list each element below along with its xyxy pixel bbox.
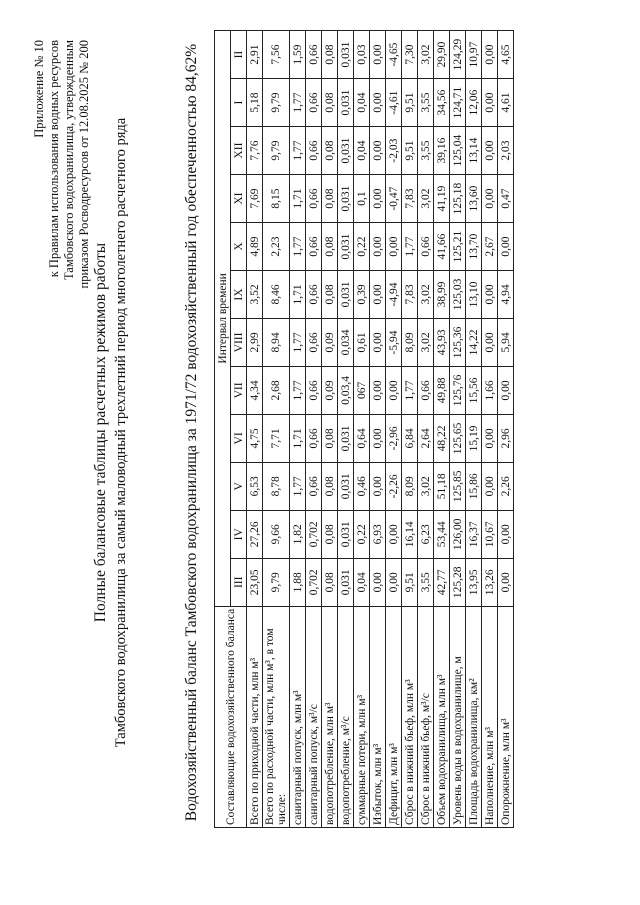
table-cell: 14,22 <box>466 318 482 366</box>
interval-header: Интервал времени <box>215 31 231 607</box>
table-cell: 0,66 <box>306 318 322 366</box>
table-cell: 9,51 <box>402 79 418 127</box>
table-cell: 8,15 <box>263 175 290 223</box>
table-cell: 0,66 <box>306 271 322 319</box>
document-subtitle: Тамбовского водохранилища за самый маловодный трехлетний период многолетнего расчетного ряда <box>113 117 129 748</box>
table-cell: 0,09 <box>322 366 338 414</box>
table-cell: 1,77 <box>290 366 306 414</box>
table-cell: 1,77 <box>402 366 418 414</box>
table-cell: 0,031 <box>338 271 354 319</box>
table-cell: 0,66 <box>306 79 322 127</box>
table-cell: 7,83 <box>402 175 418 223</box>
month-header: VI <box>231 414 247 462</box>
table-cell: -4,65 <box>386 31 402 79</box>
table-cell: 0,00 <box>370 175 386 223</box>
table-cell: 4,89 <box>247 223 263 271</box>
table-cell: 10,67 <box>482 510 498 558</box>
appendix-line-1: Приложение № 10 <box>32 40 46 138</box>
table-cell: 0,00 <box>482 318 498 366</box>
table-cell: 0,08 <box>322 127 338 175</box>
table-cell: 8,94 <box>263 318 290 366</box>
table-cell: 0,08 <box>322 271 338 319</box>
table-row <box>338 31 354 828</box>
table-cell: 5,94 <box>498 318 514 366</box>
table-cell: 0,00 <box>482 175 498 223</box>
table-cell: 27,26 <box>247 510 263 558</box>
table-cell: 0,00 <box>386 558 402 606</box>
table-cell: -2,96 <box>386 414 402 462</box>
appendix-line-2: к Правилам использования водных ресурсов <box>47 40 61 278</box>
table-cell: 0,1 <box>354 175 370 223</box>
table-cell: 0,47 <box>498 175 514 223</box>
table-cell: 0,04 <box>354 79 370 127</box>
table-cell: 3,52 <box>247 271 263 319</box>
table-cell: 0,66 <box>306 223 322 271</box>
table-cell: 0,00 <box>498 223 514 271</box>
table-cell: 0,04 <box>354 558 370 606</box>
table-cell: 0,031 <box>338 223 354 271</box>
table-row <box>263 31 290 828</box>
table-cell: 13,60 <box>466 175 482 223</box>
table-cell: 0,08 <box>322 462 338 510</box>
table-cell: -2,26 <box>386 462 402 510</box>
month-header: XII <box>231 127 247 175</box>
table-cell: 0,66 <box>418 366 434 414</box>
table-title: Водохозяйственный баланс Тамбовского водохранилища за 1971/72 водохозяйственный год обеспеченностью 84,62% <box>183 43 200 822</box>
table-cell: 38,99 <box>434 271 450 319</box>
table-cell: 0,00 <box>498 558 514 606</box>
table-cell: 0,702 <box>306 558 322 606</box>
table-cell: 0,22 <box>354 223 370 271</box>
table-cell: 8,46 <box>263 271 290 319</box>
table-cell: 13,70 <box>466 223 482 271</box>
table-cell: -4,61 <box>386 79 402 127</box>
table-cell: 0,66 <box>306 31 322 79</box>
month-header: II <box>231 31 247 79</box>
table-cell: 0,66 <box>306 366 322 414</box>
table-cell: 12,06 <box>466 79 482 127</box>
table-cell: 2,03 <box>498 127 514 175</box>
month-header: IV <box>231 510 247 558</box>
table-cell: 0,03 <box>354 31 370 79</box>
month-header: VII <box>231 366 247 414</box>
table-cell: 0,66 <box>306 462 322 510</box>
table-cell: 4,61 <box>498 79 514 127</box>
table-cell: 0,031 <box>338 175 354 223</box>
document-title: Полные балансовые таблицы расчетных режимов работы <box>92 242 109 623</box>
table-cell: 0,00 <box>370 127 386 175</box>
month-header: XI <box>231 175 247 223</box>
table-cell: 0,031 <box>338 558 354 606</box>
row-label: Дефицит, млн м³ <box>386 606 402 827</box>
table-cell: 0,00 <box>370 558 386 606</box>
table-cell: 23,05 <box>247 558 263 606</box>
table-cell: 0,08 <box>322 558 338 606</box>
table-cell: 3,02 <box>418 271 434 319</box>
table-cell: 4,94 <box>498 271 514 319</box>
table-cell: 2,99 <box>247 318 263 366</box>
table-cell: 0,00 <box>482 31 498 79</box>
table-cell: 15,19 <box>466 414 482 462</box>
table-cell: 0,09 <box>322 318 338 366</box>
table-cell: 7,76 <box>247 127 263 175</box>
table-cell: 0,031 <box>338 414 354 462</box>
table-row <box>306 31 322 828</box>
table-cell: 3,55 <box>418 79 434 127</box>
table-cell: 1,59 <box>290 31 306 79</box>
table-cell: 0,00 <box>482 462 498 510</box>
table-cell: 0,64 <box>354 414 370 462</box>
table-cell: 125,28 <box>450 558 466 606</box>
table-cell: 0,00 <box>370 79 386 127</box>
row-label: Избыток, млн м³ <box>370 606 386 827</box>
table-cell: 0,00 <box>370 31 386 79</box>
table-cell: 13,14 <box>466 127 482 175</box>
row-label: суммарные потери, млн м³ <box>354 606 370 827</box>
table-cell: 4,65 <box>498 31 514 79</box>
table-cell: 1,77 <box>290 223 306 271</box>
table-cell: 34,56 <box>434 79 450 127</box>
table-cell: 0,08 <box>322 175 338 223</box>
table-cell: 0,00 <box>498 510 514 558</box>
table-cell: 13,95 <box>466 558 482 606</box>
month-header: V <box>231 462 247 510</box>
table-cell: 0,00 <box>498 366 514 414</box>
table-cell: 4,34 <box>247 366 263 414</box>
month-header: I <box>231 79 247 127</box>
table-cell: 9,66 <box>263 510 290 558</box>
table-row <box>498 31 514 828</box>
table-cell: 1,71 <box>290 175 306 223</box>
table-cell: 8,09 <box>402 462 418 510</box>
table-row <box>247 31 263 828</box>
table-cell: 125,65 <box>450 414 466 462</box>
table-row <box>450 31 466 828</box>
table-cell: 6,23 <box>418 510 434 558</box>
table-cell: 9,51 <box>402 127 418 175</box>
table-cell: 2,26 <box>498 462 514 510</box>
table-cell: 53,44 <box>434 510 450 558</box>
table-cell: 41,66 <box>434 223 450 271</box>
month-header: VIII <box>231 318 247 366</box>
table-cell: 0,00 <box>370 223 386 271</box>
table-cell: -4,94 <box>386 271 402 319</box>
table-cell: 8,09 <box>402 318 418 366</box>
row-label: Уровень воды в водохранилище, м <box>450 606 466 827</box>
table-cell: 0,08 <box>322 79 338 127</box>
table-cell: 13,26 <box>482 558 498 606</box>
table-cell: 0,00 <box>370 366 386 414</box>
table-cell: 0,00 <box>370 414 386 462</box>
row-label: Всего по приходной части, млн м³ <box>247 606 263 827</box>
row-label: Сброс в нижний бьеф, млн м³ <box>402 606 418 827</box>
table-cell: 2,64 <box>418 414 434 462</box>
row-label: Сброс в нижний бьеф, м³/с <box>418 606 434 827</box>
table-cell: 15,56 <box>466 366 482 414</box>
table-cell: -5,94 <box>386 318 402 366</box>
table-cell: 1,88 <box>290 558 306 606</box>
table-cell: 0,00 <box>482 127 498 175</box>
table-cell: 3,02 <box>418 462 434 510</box>
table-cell: 2,23 <box>263 223 290 271</box>
table-cell: 51,18 <box>434 462 450 510</box>
table-cell: 10,97 <box>466 31 482 79</box>
table-cell: 7,71 <box>263 414 290 462</box>
table-cell: 0,00 <box>482 271 498 319</box>
table-cell: 48,22 <box>434 414 450 462</box>
table-row <box>386 31 402 828</box>
table-cell: 2,96 <box>498 414 514 462</box>
row-label: Площадь водохранилища, км² <box>466 606 482 827</box>
table-cell: 2,67 <box>482 223 498 271</box>
table-cell: 067 <box>354 366 370 414</box>
table-cell: 9,79 <box>263 558 290 606</box>
table-cell: 5,18 <box>247 79 263 127</box>
appendix-line-3: Тамбовского водохранилища, утвержденным <box>62 40 76 281</box>
table-cell: 124,71 <box>450 79 466 127</box>
table-cell: 125,85 <box>450 462 466 510</box>
water-balance-table <box>214 30 514 828</box>
table-cell: 7,83 <box>402 271 418 319</box>
table-row <box>418 31 434 828</box>
table-cell: 9,79 <box>263 127 290 175</box>
table-cell: 1,77 <box>290 318 306 366</box>
table-cell: 2,91 <box>247 31 263 79</box>
table-cell: 3,02 <box>418 31 434 79</box>
table-cell: 42,77 <box>434 558 450 606</box>
table-cell: 125,18 <box>450 175 466 223</box>
row-label: водопотребление, млн м³ <box>322 606 338 827</box>
table-cell: 0,031 <box>338 462 354 510</box>
table-cell: 0,702 <box>306 510 322 558</box>
table-cell: 8,78 <box>263 462 290 510</box>
table-cell: 1,77 <box>290 127 306 175</box>
table-cell: 0,00 <box>370 462 386 510</box>
table-cell: 125,36 <box>450 318 466 366</box>
table-cell: 6,93 <box>370 510 386 558</box>
table-cell: 4,75 <box>247 414 263 462</box>
table-cell: 0,66 <box>306 414 322 462</box>
table-cell: 0,04 <box>354 127 370 175</box>
table-cell: 1,71 <box>290 414 306 462</box>
table-body <box>247 31 514 828</box>
component-column-header: Составляющие водохозяйственного баланса <box>215 606 247 827</box>
table-cell: 6,53 <box>247 462 263 510</box>
row-label: санитарный попуск, млн м³ <box>290 606 306 827</box>
table-cell: 0,66 <box>306 127 322 175</box>
month-header: IX <box>231 271 247 319</box>
row-label: Объем водохранилища, млн м³ <box>434 606 450 827</box>
table-cell: 6,84 <box>402 414 418 462</box>
table-cell: 0,08 <box>322 510 338 558</box>
table-cell: 1,77 <box>290 79 306 127</box>
table-cell: 125,04 <box>450 127 466 175</box>
table-cell: 7,30 <box>402 31 418 79</box>
table-cell: 0,034 <box>338 318 354 366</box>
table-cell: 49,88 <box>434 366 450 414</box>
table-cell: 0,031 <box>338 79 354 127</box>
table-cell: 0,00 <box>482 414 498 462</box>
table-cell: 3,55 <box>418 558 434 606</box>
row-label: санитарный попуск, м³/с <box>306 606 322 827</box>
table-cell: 2,68 <box>263 366 290 414</box>
table-cell: 9,51 <box>402 558 418 606</box>
table-row <box>370 31 386 828</box>
table-cell: 0,00 <box>482 79 498 127</box>
table-row <box>466 31 482 828</box>
table-cell: 125,76 <box>450 366 466 414</box>
table-cell: 41,19 <box>434 175 450 223</box>
table-cell: 7,69 <box>247 175 263 223</box>
table-cell: 3,02 <box>418 175 434 223</box>
table-cell: 0,031 <box>338 31 354 79</box>
table-cell: 15,86 <box>466 462 482 510</box>
table-cell: 0,46 <box>354 462 370 510</box>
table-row <box>402 31 418 828</box>
table-cell: 3,55 <box>418 127 434 175</box>
table-cell: 39,16 <box>434 127 450 175</box>
row-label: водопотребление, м³/с <box>338 606 354 827</box>
table-cell: 0,031 <box>338 127 354 175</box>
table-cell: 0,00 <box>386 510 402 558</box>
table-cell: 29,90 <box>434 31 450 79</box>
table-row <box>354 31 370 828</box>
table-cell: 0,66 <box>306 175 322 223</box>
table-cell: 0,031 <box>338 510 354 558</box>
table-cell: 0,66 <box>418 223 434 271</box>
table-cell: 0,61 <box>354 318 370 366</box>
table-cell: 1,66 <box>482 366 498 414</box>
appendix-line-4: приказом Росводресурсов от 12.08.2025 № 200 <box>77 40 91 289</box>
table-cell: 3,02 <box>418 318 434 366</box>
table-cell: 0,00 <box>386 366 402 414</box>
table-cell: 7,56 <box>263 31 290 79</box>
table-cell: 43,93 <box>434 318 450 366</box>
table-cell: 16,14 <box>402 510 418 558</box>
table-cell: 1,71 <box>290 271 306 319</box>
row-label: Опорожнение, млн м³ <box>498 606 514 827</box>
table-cell: 126,00 <box>450 510 466 558</box>
row-label: Всего по расходной части, млн м³, в том числе: <box>263 606 290 827</box>
table-cell: 16,37 <box>466 510 482 558</box>
table-cell: 0,03,4 <box>338 366 354 414</box>
row-label: Наполнение, млн м³ <box>482 606 498 827</box>
table-cell: -0,47 <box>386 175 402 223</box>
table-cell: 0,08 <box>322 31 338 79</box>
table-cell: 9,79 <box>263 79 290 127</box>
table-row <box>434 31 450 828</box>
table-cell: 125,21 <box>450 223 466 271</box>
table-cell: 0,00 <box>370 318 386 366</box>
table-cell: 0,08 <box>322 223 338 271</box>
appendix-note <box>32 40 92 288</box>
month-header: III <box>231 558 247 606</box>
table-cell: -2,03 <box>386 127 402 175</box>
month-header: X <box>231 223 247 271</box>
table-row <box>322 31 338 828</box>
table-cell: 0,00 <box>386 223 402 271</box>
table-cell: 13,10 <box>466 271 482 319</box>
table-cell: 124,29 <box>450 31 466 79</box>
table-cell: 1,82 <box>290 510 306 558</box>
table-row <box>290 31 306 828</box>
table-cell: 125,03 <box>450 271 466 319</box>
table-cell: 0,00 <box>370 271 386 319</box>
table-cell: 0,08 <box>322 414 338 462</box>
table-cell: 1,77 <box>402 223 418 271</box>
table-cell: 0,22 <box>354 510 370 558</box>
table-row <box>482 31 498 828</box>
table-cell: 1,77 <box>290 462 306 510</box>
table-cell: 0,39 <box>354 271 370 319</box>
